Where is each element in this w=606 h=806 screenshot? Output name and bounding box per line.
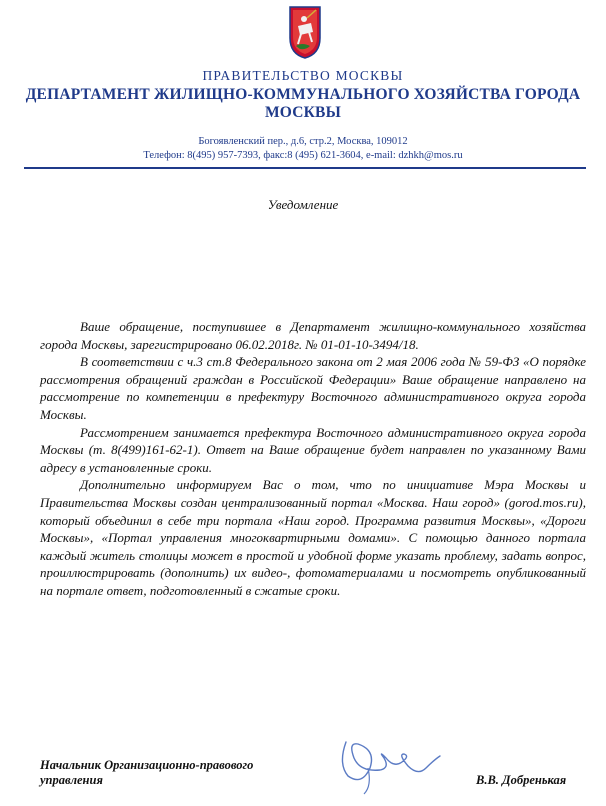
department-name [0, 86, 606, 122]
paragraph-registration: Ваше обращение, поступившее в Департамент жилищно-коммунального хозяйства города Москвы, зарегистрировано 06.02.2018г. № 01-01-10-3494/18. [40, 319, 586, 352]
paragraph-portal-info: Дополнительно информируем Вас о том, что по инициативе Мэра Москвы и Правительства Москвы создан централизованный портал «Москва. Наш город» (gorod.mos.ru), который объединил в себе три портала «Наш город. Программа развития Москвы», «Дороги Москвы», «Портал управления многоквартирными домами». С помощью данного портала каждый житель столицы может в простой и удобной форме указать проблему, задать вопрос, проиллюстрировать (дополнить) их видео-, фотоматериалами и посмотреть опубликованный на портале ответ, подготовленный в сжатые сроки. [40, 477, 586, 598]
signer-position-line1: Начальник Организационно-правового [40, 758, 254, 772]
signer-name: В.В. Добренькая [476, 773, 567, 787]
department-name-line2: МОСКВЫ [264, 104, 342, 121]
document-body [40, 318, 586, 600]
department-address: Богоявленский пер., д.6, стр.2, Москва, 109012 [198, 136, 408, 147]
signer-position [40, 758, 253, 788]
header-divider [24, 167, 586, 169]
government-name: ПРАВИТЕЛЬСТВО МОСКВЫ [202, 68, 404, 83]
document-title: Уведомление [267, 197, 339, 212]
moscow-coat-of-arms-icon [287, 4, 323, 60]
signer-position-line2: управления [40, 773, 103, 787]
department-name-line1: ДЕПАРТАМЕНТ ЖИЛИЩНО-КОММУНАЛЬНОГО ХОЗЯЙСТВА ГОРОДА [25, 86, 581, 103]
paragraph-prefecture: Рассмотрением занимается префектура Восточного административного округа города Москвы (т. 8(499)161-62-1). Ответ на Ваше обращение будет направлен по указанному Вами адресу в установленные сроки. [40, 424, 586, 475]
paragraph-redirect: В соответствии с ч.3 ст.8 Федерального закона от 2 мая 2006 года № 59-ФЗ «О порядке рассмотрения обращений граждан в Российской Федерации» Ваше обращение направлено на рассмотрение по компетенции в префектуру Восточного административного округа города Москвы. [40, 354, 586, 422]
handwritten-signature [328, 728, 446, 798]
department-contacts: Телефон: 8(495) 957-7393, факс:8 (495) 621-3604, e-mail: dzhkh@mos.ru [143, 150, 463, 161]
